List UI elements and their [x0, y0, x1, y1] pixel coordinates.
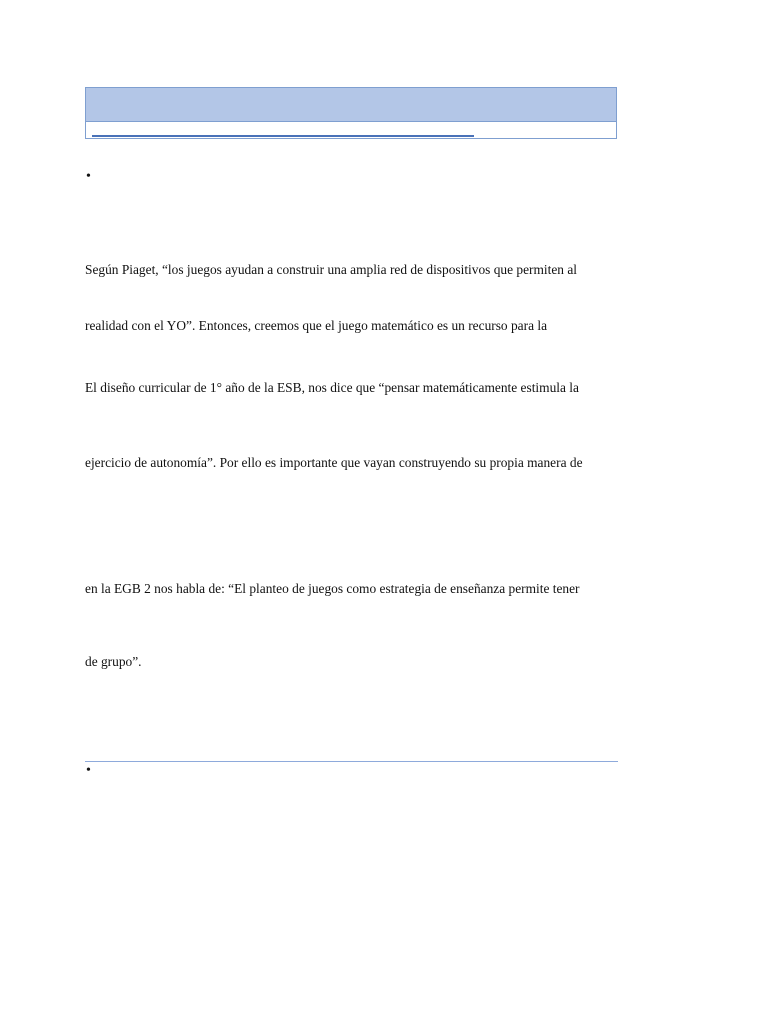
- header-shaded-band: [86, 88, 616, 122]
- paragraph-line-3: El diseño curricular de 1° año de la ESB, nos dice que “pensar matemáticamente estimula la: [85, 380, 579, 395]
- paragraph-line-2: realidad con el YO”. Entonces, creemos que el juego matemático es un recurso para la: [85, 318, 548, 333]
- paragraph-line-1: Según Piaget, “los juegos ayudan a construir una amplia red de dispositivos que permiten al: [85, 262, 577, 277]
- bullet-top: •: [86, 169, 91, 184]
- header-underline: [92, 135, 474, 137]
- horizontal-rule: [85, 761, 618, 762]
- paragraph-line-5: en la EGB 2 nos habla de: “El planteo de juegos como estrategia de enseñanza permite tener: [85, 581, 580, 596]
- bullet-bottom: •: [86, 763, 91, 778]
- paragraph-line-6: de grupo”.: [85, 654, 142, 669]
- paragraph-line-4: ejercicio de autonomía”. Por ello es importante que vayan construyendo su propia manera de: [85, 455, 583, 470]
- header-box: [85, 87, 617, 139]
